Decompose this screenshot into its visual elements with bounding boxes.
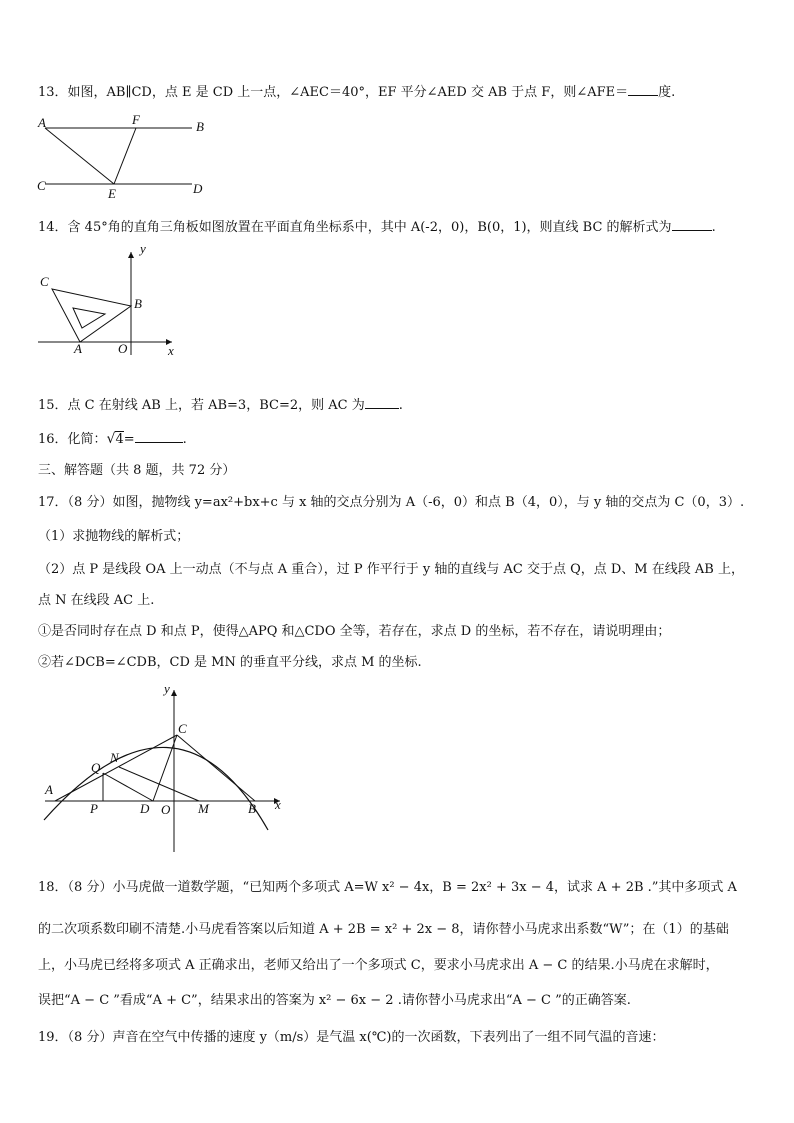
q13-text xyxy=(38,83,675,102)
q19-line1: 19．（8 分）声音在空气中传播的速度 y（m/s）是气温 x(℃)的一次函数，下表列出了一组不同气温的音速： xyxy=(38,1030,665,1045)
q18-line3: 上，小马虎已经将多项式 A 正确求出，老师又给出了一个多项式 C，要求小马虎求出 A − C 的结果.小马虎在求解时， xyxy=(38,958,719,973)
q16-statement: 16．化简： xyxy=(38,432,107,447)
q17-label-x: x xyxy=(275,797,281,812)
q17-line-cd xyxy=(153,735,177,801)
q14-label-a: A xyxy=(74,341,82,356)
q13-label-d: D xyxy=(193,181,203,196)
q14-text xyxy=(38,218,716,237)
q17-line5: ①是否同时存在点 D 和点 P，使得△APQ 和△CDO 全等，若存在，求点 D 的坐标，若不存在，请说明理由； xyxy=(38,624,671,639)
q14-y-arrow xyxy=(128,252,134,258)
q17-line3: （2）点 P 是线段 OA 上一动点（不与点 A 重合），过 P 作平行于 y 轴的直线与 AC 交于点 Q，点 D、M 在线段 AB 上， xyxy=(38,562,744,577)
q16-answer-blank xyxy=(135,430,183,443)
q13-statement: 13．如图，AB∥CD，点 E 是 CD 上一点，∠AEC＝40°，EF 平分∠AED 交 AB 于点 F，则∠AFE＝ xyxy=(38,85,629,100)
q14-triangle-outer xyxy=(52,289,131,342)
q18-line1: 18．（8 分）小马虎做一道数学题，“已知两个多项式 A=W x² − 4x，B = 2x² + 3x − 4，试求 A + 2B .”其中多项式 A xyxy=(38,880,737,895)
q13-label-b: B xyxy=(196,119,204,134)
q16-suffix: . xyxy=(182,432,187,447)
q14-label-y: y xyxy=(140,241,146,256)
q17-label-a: A xyxy=(45,782,53,797)
q13-figure xyxy=(30,112,220,202)
q17-line1: 17．（8 分）如图，抛物线 y=ax²+bx+c 与 x 轴的交点分别为 A（-6，0）和点 B（4，0），与 y 轴的交点为 C（0，3）. xyxy=(38,495,745,510)
q17-label-d: D xyxy=(140,801,150,816)
q18-line4: 误把“A − C ”看成“A + C”，结果求出的答案为 x² − 6x − 2 .请你替小马虎求出“A − C ”的正确答案. xyxy=(38,993,631,1008)
q17-line-ca xyxy=(55,735,177,801)
q14-label-b: B xyxy=(134,296,142,311)
section-heading: 三、解答题（共 8 题，共 72 分） xyxy=(38,463,236,478)
q14-answer-blank xyxy=(672,218,712,231)
q17-label-y: y xyxy=(164,681,170,696)
q16-equals: = xyxy=(123,432,135,447)
q17-label-p: P xyxy=(90,801,98,816)
q13-line-fe xyxy=(114,128,136,184)
q14-label-x: x xyxy=(168,343,174,358)
q17-line-cb xyxy=(177,735,255,801)
q13-label-a: A xyxy=(38,115,46,130)
q17-line6: ②若∠DCB=∠CDB，CD 是 MN 的垂直平分线，求点 M 的坐标. xyxy=(38,655,422,670)
q14-statement: 14．含 45°角的直角三角板如图放置在平面直角坐标系中，其中 A(-2，0)，B(0，1)，则直线 BC 的解析式为 xyxy=(38,220,672,235)
q14-label-c: C xyxy=(40,274,49,289)
q14-label-o: O xyxy=(118,341,128,356)
q15-answer-blank xyxy=(365,396,399,409)
q17-line-qd xyxy=(103,773,153,801)
q13-suffix: 度. xyxy=(658,85,676,100)
q17-line2: （1）求抛物线的解析式； xyxy=(38,529,190,544)
q13-label-e: E xyxy=(108,186,116,201)
q17-label-c: C xyxy=(178,721,187,736)
q15-text xyxy=(38,396,403,415)
q17-label-n: N xyxy=(110,750,119,765)
q17-label-q: Q xyxy=(91,760,101,775)
q15-suffix: . xyxy=(398,398,403,413)
q16-radicand: 4 xyxy=(115,432,124,447)
q17-line-nm xyxy=(119,767,199,801)
q14-triangle-inner xyxy=(73,308,105,328)
q13-label-c: C xyxy=(37,178,46,193)
q13-label-f: F xyxy=(132,112,140,127)
q16-text xyxy=(38,430,187,449)
q17-figure xyxy=(35,680,295,860)
q15-statement: 15．点 C 在射线 AB 上，若 AB=3，BC=2，则 AC 为 xyxy=(38,398,365,413)
q14-suffix: . xyxy=(711,220,716,235)
q14-figure xyxy=(30,240,190,360)
sqrt-symbol: √ xyxy=(106,431,116,447)
q17-label-b: B xyxy=(248,801,256,816)
q18-line2: 的二次项系数印刷不清楚.小马虎看答案以后知道 A + 2B = x² + 2x − 8，请你替小马虎求出系数“W”；在（1）的基础 xyxy=(38,922,729,937)
q17-label-o: O xyxy=(161,802,171,817)
q17-line4: 点 N 在线段 AC 上. xyxy=(38,593,155,608)
q17-label-m: M xyxy=(198,801,209,816)
q13-answer-blank xyxy=(628,83,658,96)
q13-line-ae xyxy=(45,128,114,184)
q17-y-arrow xyxy=(171,690,177,696)
